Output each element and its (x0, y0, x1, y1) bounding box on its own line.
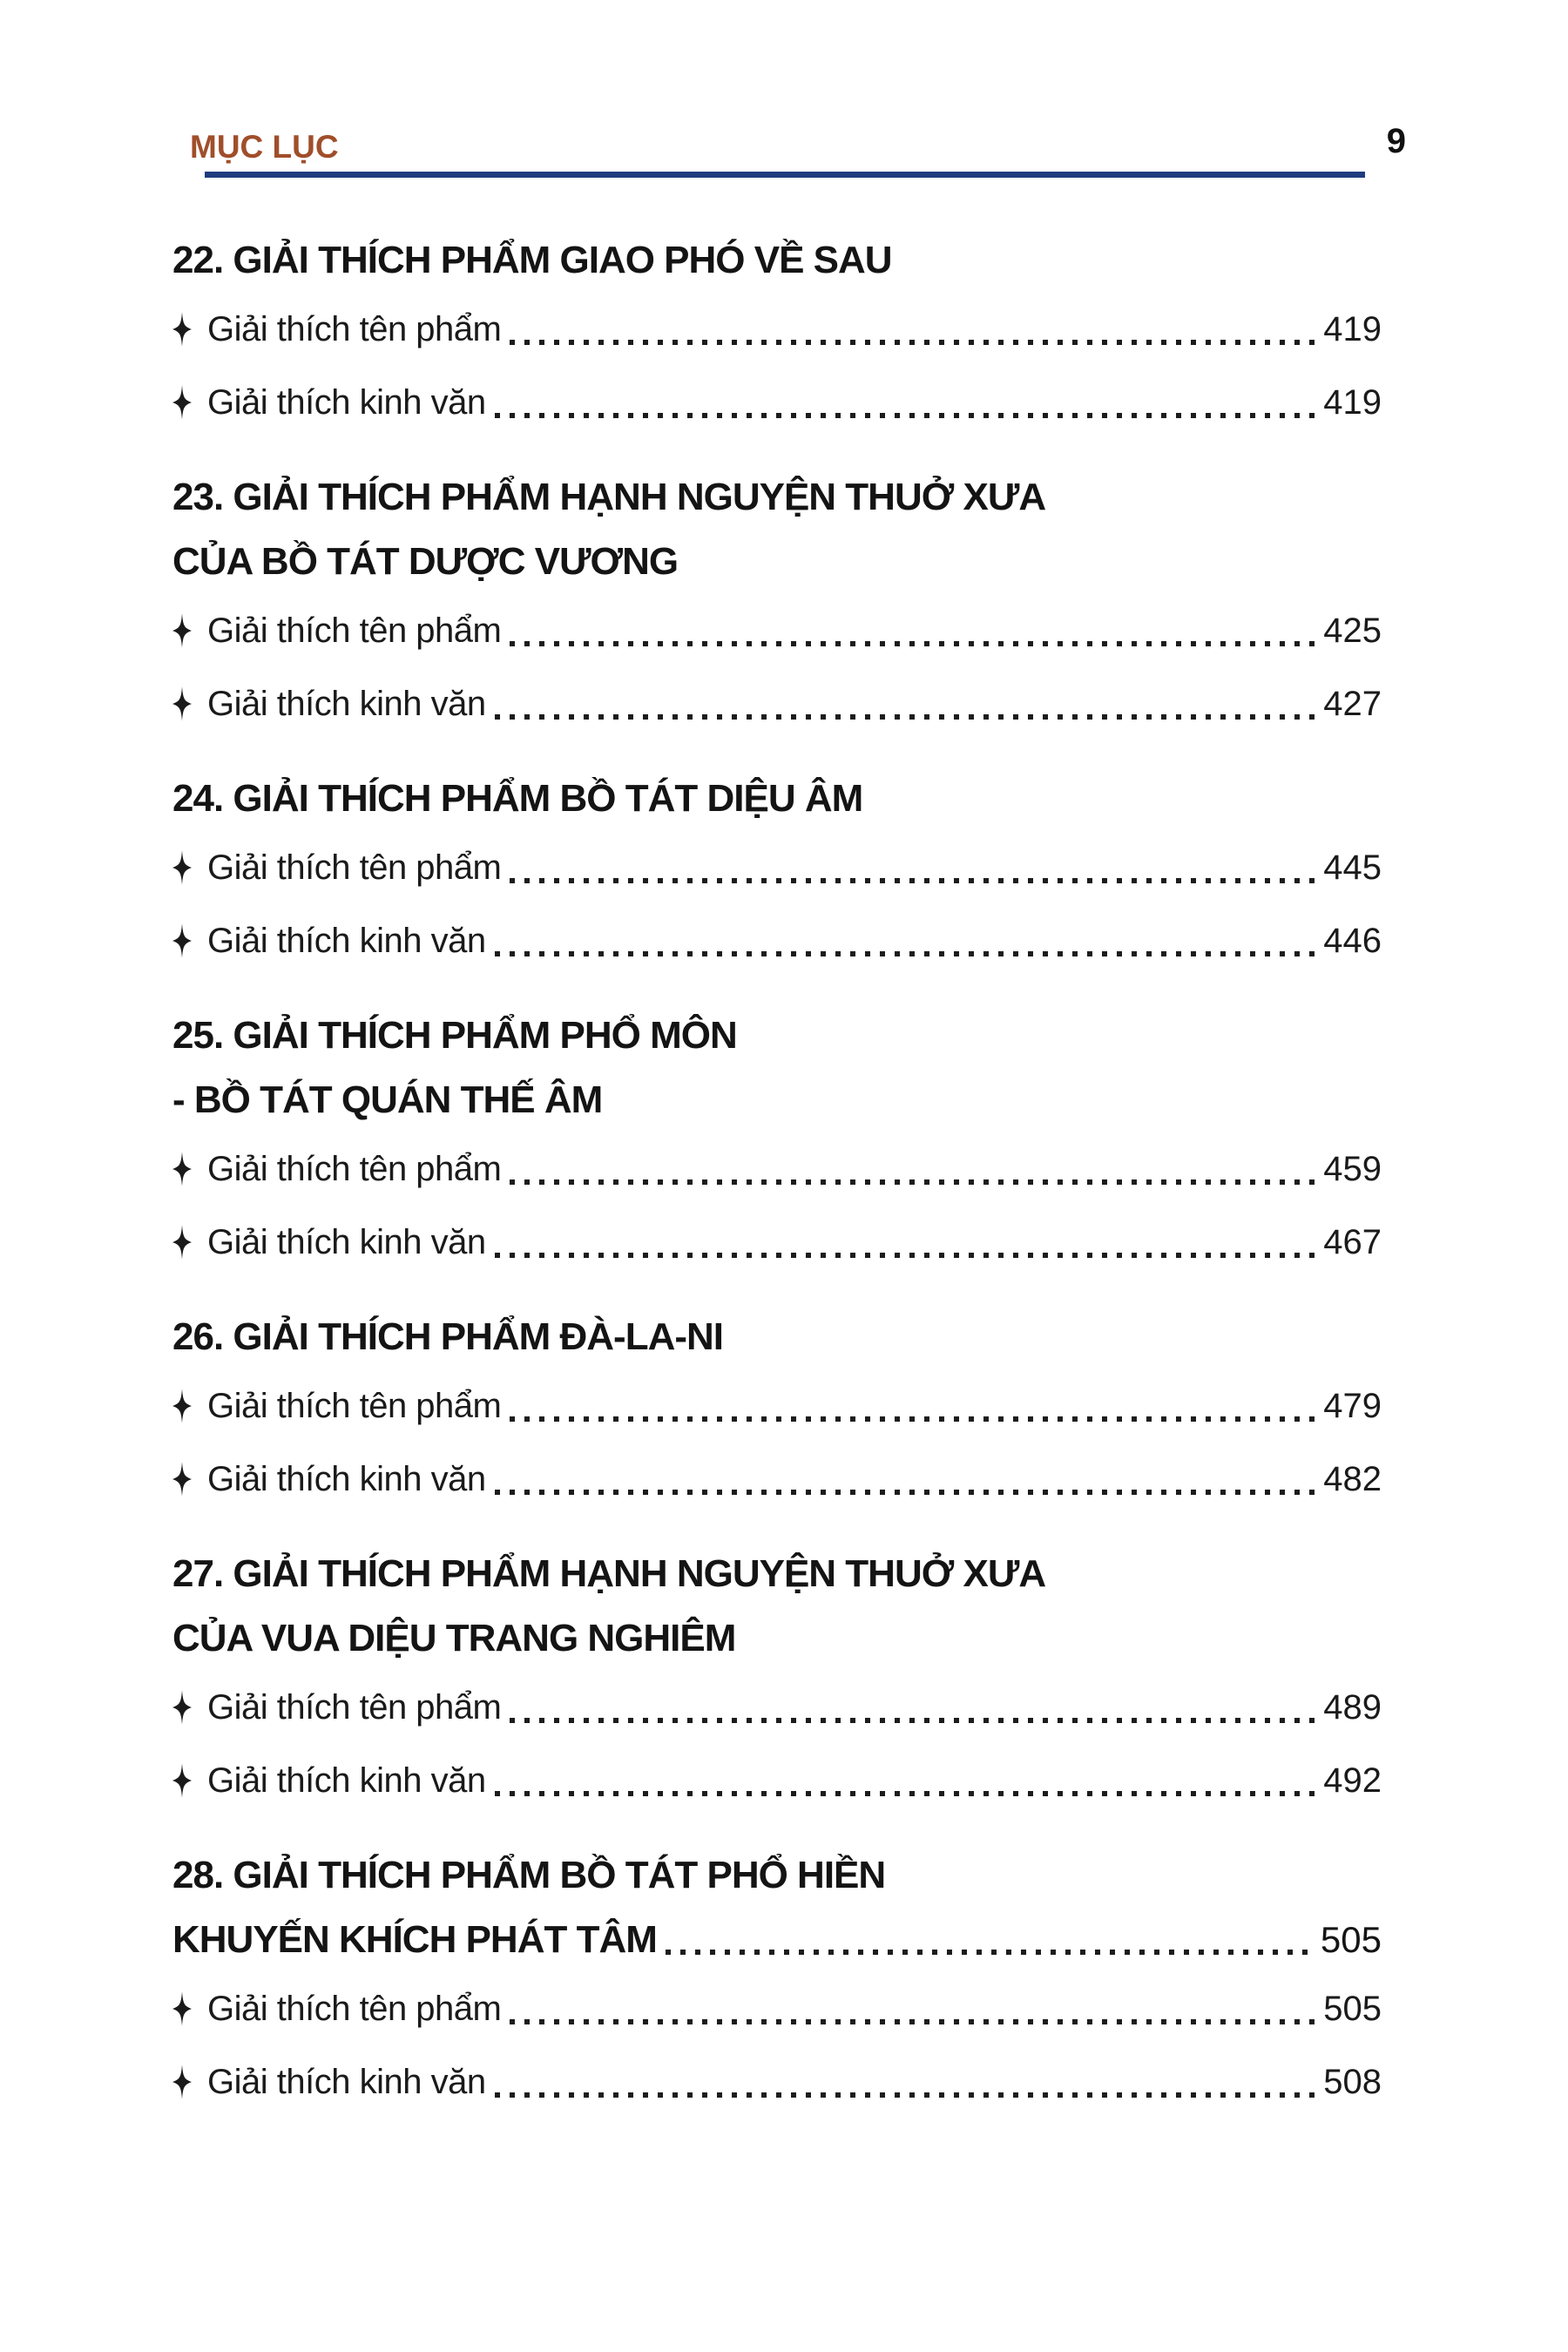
dot-leader (495, 1490, 1317, 1495)
toc-page-ref: 479 (1323, 1387, 1382, 1425)
toc-heading-text: 23. GIẢI THÍCH PHẨM HẠNH NGUYỆN THUỞ XƯA (172, 476, 1046, 518)
toc-page-ref: 427 (1323, 685, 1382, 723)
toc-page-ref: 425 (1323, 612, 1382, 650)
dot-leader (495, 413, 1317, 418)
toc-heading-text: 27. GIẢI THÍCH PHẨM HẠNH NGUYỆN THUỞ XƯA (172, 1552, 1046, 1595)
toc-page-ref: 508 (1323, 2063, 1382, 2101)
dot-leader (510, 878, 1316, 883)
toc-page-ref: 446 (1323, 922, 1382, 960)
toc-item-label: Giải thích tên phẩm (207, 310, 502, 348)
toc-page-ref: 445 (1323, 848, 1382, 887)
toc-item (172, 1369, 1382, 1443)
dot-leader (495, 714, 1317, 720)
toc-entry-heading-line (172, 1908, 1382, 1972)
toc-item-label: Giải thích kinh văn (207, 1460, 486, 1498)
header-rule (205, 172, 1365, 178)
page-number: 9 (1386, 122, 1406, 160)
toc-item-label: Giải thích tên phẩm (207, 612, 502, 650)
four-pointed-star-icon (172, 293, 193, 366)
toc-heading-text: KHUYẾN KHÍCH PHÁT TÂM (172, 1918, 657, 1961)
toc-heading-text: - BỒ TÁT QUÁN THẾ ÂM (172, 1078, 603, 1121)
toc-entry-heading-line (172, 1542, 1382, 1606)
toc-entry (172, 465, 1382, 740)
toc-item (172, 1206, 1382, 1279)
toc-item (172, 1671, 1382, 1744)
toc-heading-text: 26. GIẢI THÍCH PHẨM ĐÀ-LA-NI (172, 1315, 723, 1358)
four-pointed-star-icon (172, 904, 193, 977)
toc-heading-text: CỦA BỒ TÁT DƯỢC VƯƠNG (172, 540, 679, 583)
dot-leader (510, 340, 1316, 345)
dot-leader (510, 1718, 1316, 1723)
toc-item (172, 1744, 1382, 1817)
dot-leader (510, 641, 1316, 646)
four-pointed-star-icon (172, 1132, 193, 1206)
toc-entry-heading-line (172, 1843, 1382, 1908)
toc-page-ref: 419 (1323, 383, 1382, 422)
toc-page-ref: 505 (1323, 1990, 1382, 2028)
toc-entry (172, 1305, 1382, 1516)
dot-leader (510, 1179, 1316, 1185)
toc-item (172, 904, 1382, 977)
four-pointed-star-icon (172, 831, 193, 904)
toc-item-label: Giải thích tên phẩm (207, 1150, 502, 1188)
toc-list (172, 228, 1382, 2145)
toc-heading-text: 22. GIẢI THÍCH PHẨM GIAO PHÓ VỀ SAU (172, 239, 892, 281)
toc-item (172, 1132, 1382, 1206)
toc-entry-heading-line (172, 1606, 1382, 1671)
toc-heading-text: CỦA VUA DIỆU TRANG NGHIÊM (172, 1617, 736, 1659)
toc-item-label: Giải thích kinh văn (207, 2063, 486, 2101)
toc-entry (172, 228, 1382, 439)
dot-leader (666, 1950, 1314, 1955)
toc-page-ref: 419 (1323, 310, 1382, 348)
four-pointed-star-icon (172, 1206, 193, 1279)
four-pointed-star-icon (172, 1744, 193, 1817)
four-pointed-star-icon (172, 1443, 193, 1516)
toc-item-label: Giải thích kinh văn (207, 685, 486, 723)
toc-item-label: Giải thích kinh văn (207, 1761, 486, 1800)
toc-entry (172, 767, 1382, 977)
toc-entry (172, 1843, 1382, 2119)
toc-entry (172, 1542, 1382, 1817)
toc-item-label: Giải thích tên phẩm (207, 848, 502, 887)
dot-leader (510, 2019, 1316, 2024)
four-pointed-star-icon (172, 2045, 193, 2119)
toc-item (172, 667, 1382, 740)
toc-heading-text: 28. GIẢI THÍCH PHẨM BỒ TÁT PHỔ HIỀN (172, 1854, 886, 1896)
toc-item-label: Giải thích tên phẩm (207, 1387, 502, 1425)
toc-item-label: Giải thích kinh văn (207, 1223, 486, 1261)
toc-entry-heading-line (172, 530, 1382, 594)
dot-leader (495, 1253, 1317, 1258)
toc-entry-heading-line (172, 465, 1382, 530)
toc-entry-heading-line (172, 1305, 1382, 1369)
toc-heading-text: 25. GIẢI THÍCH PHẨM PHỔ MÔN (172, 1014, 737, 1057)
four-pointed-star-icon (172, 366, 193, 439)
toc-item (172, 2045, 1382, 2119)
toc-page-ref: 459 (1323, 1150, 1382, 1188)
toc-entry-heading-line (172, 228, 1382, 293)
dot-leader (495, 2092, 1317, 2098)
toc-entry (172, 1004, 1382, 1279)
toc-item (172, 293, 1382, 366)
toc-entry-heading-line (172, 1004, 1382, 1068)
toc-item-label: Giải thích kinh văn (207, 383, 486, 422)
toc-page-ref: 492 (1323, 1761, 1382, 1800)
four-pointed-star-icon (172, 667, 193, 740)
dot-leader (510, 1416, 1316, 1422)
toc-item (172, 831, 1382, 904)
dot-leader (495, 1791, 1317, 1796)
toc-item (172, 1443, 1382, 1516)
four-pointed-star-icon (172, 1671, 193, 1744)
toc-page-ref: 489 (1323, 1688, 1382, 1727)
toc-entry-heading-line (172, 1068, 1382, 1132)
toc-page-ref: 505 (1320, 1919, 1382, 1960)
toc-page-ref: 467 (1323, 1223, 1382, 1261)
dot-leader (495, 951, 1317, 956)
toc-item-label: Giải thích tên phẩm (207, 1990, 502, 2028)
four-pointed-star-icon (172, 1972, 193, 2045)
toc-item (172, 594, 1382, 667)
toc-item-label: Giải thích kinh văn (207, 922, 486, 960)
four-pointed-star-icon (172, 594, 193, 667)
toc-entry-heading-line (172, 767, 1382, 831)
toc-heading-text: 24. GIẢI THÍCH PHẨM BỒ TÁT DIỆU ÂM (172, 777, 863, 820)
toc-page-ref: 482 (1323, 1460, 1382, 1498)
four-pointed-star-icon (172, 1369, 193, 1443)
toc-item (172, 366, 1382, 439)
page-header-title: MỤC LỤC (190, 129, 339, 165)
toc-item (172, 1972, 1382, 2045)
toc-item-label: Giải thích tên phẩm (207, 1688, 502, 1727)
